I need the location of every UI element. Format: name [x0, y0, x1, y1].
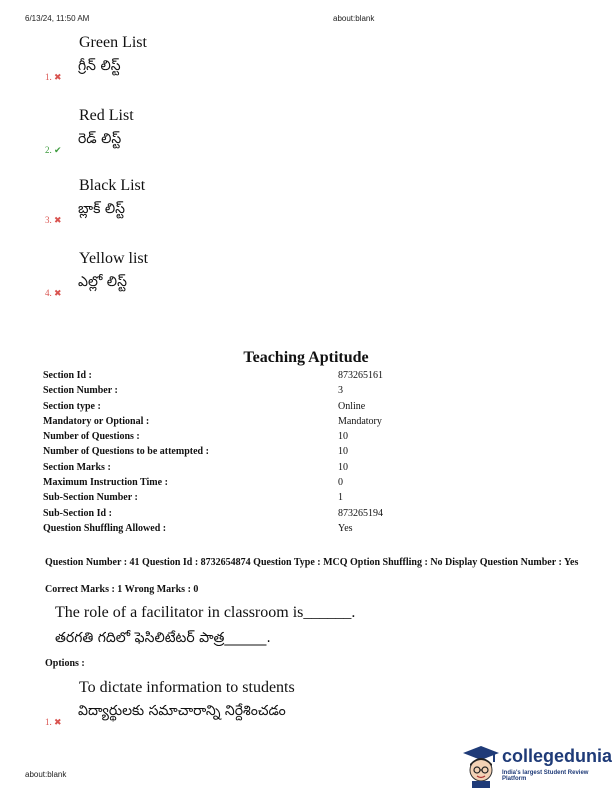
collegedunia-logo — [462, 744, 612, 788]
info-label: Sub-Section Number : — [43, 492, 138, 504]
graduate-mascot-icon — [462, 744, 500, 788]
info-label: Number of Questions to be attempted : — [43, 446, 209, 458]
info-value: 3 — [338, 385, 343, 397]
info-label: Question Shuffling Allowed : — [43, 522, 167, 534]
info-value: 10 — [338, 431, 348, 443]
info-row — [43, 401, 463, 416]
info-row — [43, 431, 463, 446]
option-item — [45, 34, 345, 94]
option-text-en: Black List — [79, 177, 146, 194]
info-value: 873265161 — [338, 370, 383, 381]
print-url: about:blank — [333, 14, 375, 23]
option-number: 3. ✖ — [45, 215, 62, 225]
option-number: 4. ✖ — [45, 288, 62, 298]
option-text-te: రెడ్ లిస్ట్ — [78, 131, 122, 147]
logo-tagline: India's largest Student Review Platform — [502, 770, 589, 782]
option-item — [45, 177, 345, 237]
logo-name: collegedunia — [502, 746, 612, 766]
question-meta: Question Number : 41 Question Id : 8732654874 Question Type : MCQ Option Shuffling : No Display Question Number : Yes — [45, 557, 579, 568]
option-text-en: Green List — [79, 34, 147, 51]
correct-mark-icon: ✔ — [54, 145, 62, 155]
info-value: 10 — [338, 446, 348, 458]
info-value: 0 — [338, 477, 343, 489]
info-row — [43, 446, 463, 461]
question-text-en: The role of a facilitator in classroom is______. — [55, 604, 356, 621]
print-datetime: 6/13/24, 11:50 AM — [25, 14, 90, 23]
option-number: 2. ✔ — [45, 145, 62, 155]
option-text-te: బ్లాక్ లిస్ట్ — [78, 201, 125, 217]
info-label: Section Id : — [43, 370, 92, 381]
wrong-mark-icon: ✖ — [54, 72, 62, 82]
print-footer-url: about:blank — [25, 770, 67, 779]
info-row — [43, 416, 463, 431]
info-value: 1 — [338, 492, 343, 504]
info-value: 10 — [338, 461, 348, 473]
section-info-table — [43, 370, 463, 538]
info-label: Sub-Section Id : — [43, 507, 112, 519]
info-label: Section Marks : — [43, 461, 111, 473]
option-item — [45, 250, 345, 310]
info-value: 873265194 — [338, 507, 383, 519]
options-label: Options : — [45, 658, 85, 669]
info-value: Mandatory — [338, 415, 382, 427]
info-label: Number of Questions : — [43, 431, 140, 443]
question-marks: Correct Marks : 1 Wrong Marks : 0 — [45, 584, 199, 595]
info-row — [43, 523, 463, 538]
option-item — [45, 107, 345, 167]
section-title: Teaching Aptitude — [243, 349, 369, 366]
info-label: Section Number : — [43, 385, 118, 397]
wrong-mark-icon: ✖ — [54, 717, 62, 727]
option-number: 1. ✖ — [45, 717, 62, 727]
info-row — [43, 477, 463, 492]
option-number: 1. ✖ — [45, 72, 62, 82]
question-text-te: తరగతి గదిలో ఫెసిలిటేటర్ పాత్ర______. — [55, 630, 271, 646]
info-row — [43, 385, 463, 400]
info-label: Mandatory or Optional : — [43, 415, 150, 427]
option-text-en: Red List — [79, 107, 134, 124]
option-item — [45, 679, 345, 739]
option-text-te: గ్రీన్ లిస్ట్ — [78, 58, 121, 74]
info-row — [43, 492, 463, 507]
info-value: Online — [338, 400, 366, 412]
option-text-en: Yellow list — [79, 250, 149, 267]
info-label: Maximum Instruction Time : — [43, 477, 168, 489]
info-label: Section type : — [43, 400, 101, 412]
wrong-mark-icon: ✖ — [54, 215, 62, 225]
info-row — [43, 462, 463, 477]
option-text-te: విద్యార్థులకు సమాచారాన్ని నిర్దేశించడం — [78, 703, 286, 719]
option-text-en: To dictate information to students — [79, 679, 295, 696]
option-text-te: ఎల్లో లిస్ట్ — [78, 274, 127, 290]
info-row — [43, 370, 463, 385]
wrong-mark-icon: ✖ — [54, 288, 62, 298]
info-value: Yes — [338, 522, 353, 534]
info-row — [43, 508, 463, 523]
